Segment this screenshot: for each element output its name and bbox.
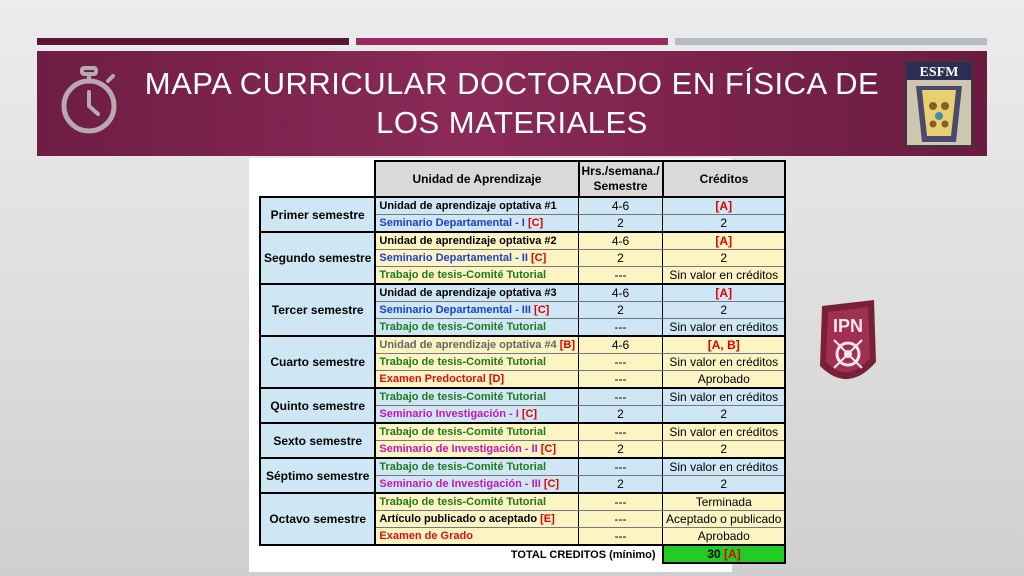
semester-label: Primer semestre — [260, 197, 375, 232]
total-credits-value — [663, 545, 786, 563]
course-tag: [C] — [540, 443, 557, 455]
course-name-cell — [375, 371, 578, 389]
semester-label: Séptimo semestre — [260, 458, 375, 493]
course-name-cell — [375, 319, 578, 337]
course-name: Trabajo de tesis-Comité Tutorial — [379, 496, 547, 508]
course-name-cell — [375, 215, 578, 233]
credits-cell: Sin valor en créditos — [663, 458, 786, 476]
course-name-cell — [375, 441, 578, 459]
svg-text:ESFM: ESFM — [919, 65, 959, 80]
course-tag: [B] — [559, 339, 575, 351]
course-name-cell — [375, 458, 578, 476]
hours-cell: 2 — [579, 215, 663, 233]
hours-cell: --- — [579, 423, 663, 441]
stopwatch-icon — [58, 66, 120, 136]
curriculum-table — [259, 160, 786, 564]
hours-cell: 2 — [579, 406, 663, 424]
credits-cell: Aceptado o publicado — [663, 511, 786, 528]
credits-cell: Aprobado — [663, 528, 786, 546]
course-name: Seminario Departamental - I — [379, 217, 525, 229]
header-hrs: Hrs./semana./ Semestre — [579, 161, 663, 197]
table-row — [260, 336, 785, 354]
credits-cell: [A] — [663, 232, 786, 250]
credits-cell: 2 — [663, 302, 786, 319]
credits-cell: 2 — [663, 215, 786, 233]
table-row — [260, 458, 785, 476]
course-name-cell — [375, 476, 578, 494]
hours-cell: --- — [579, 371, 663, 389]
course-name: Unidad de aprendizaje optativa #2 — [379, 235, 557, 247]
course-tag: [C] — [543, 478, 560, 490]
course-name: Seminario de Investigación - II — [379, 443, 538, 455]
credits-cell: 2 — [663, 250, 786, 267]
semester-label: Octavo semestre — [260, 493, 375, 545]
semester-label: Sexto semestre — [260, 423, 375, 458]
curriculum-body — [260, 197, 785, 545]
accent-bar-right — [675, 38, 987, 45]
esfm-logo — [902, 58, 976, 150]
course-name-cell — [375, 250, 578, 267]
course-name: Trabajo de tesis-Comité Tutorial — [379, 321, 547, 333]
course-name-cell — [375, 302, 578, 319]
course-name-cell — [375, 511, 578, 528]
semester-label: Segundo semestre — [260, 232, 375, 284]
header-unidad: Unidad de Aprendizaje — [375, 161, 578, 197]
course-name: Artículo publicado o aceptado — [379, 513, 538, 525]
hours-cell: 4-6 — [579, 336, 663, 354]
header-spacer — [260, 161, 375, 197]
course-name: Trabajo de tesis-Comité Tutorial — [379, 461, 547, 473]
semester-label: Tercer semestre — [260, 284, 375, 336]
course-tag: [C] — [521, 408, 538, 420]
accent-bar-left — [37, 38, 349, 45]
svg-text:IPN: IPN — [832, 316, 864, 336]
course-name: Seminario Investigación - I — [379, 408, 519, 420]
credits-cell: 2 — [663, 406, 786, 424]
hours-cell: --- — [579, 528, 663, 546]
credits-cell: Sin valor en créditos — [663, 354, 786, 371]
header-creditos: Créditos — [663, 161, 786, 197]
hours-cell: --- — [579, 458, 663, 476]
hours-cell: --- — [579, 511, 663, 528]
credits-cell: Sin valor en créditos — [663, 388, 786, 406]
credits-cell: Terminada — [663, 493, 786, 511]
course-name: Seminario de Investigación - III — [379, 478, 541, 490]
total-spacer — [260, 545, 375, 563]
credits-cell: Sin valor en créditos — [663, 319, 786, 337]
total-credits-label: TOTAL CREDITOS (mínimo) — [510, 548, 656, 561]
course-name: Unidad de aprendizaje optativa #1 — [379, 200, 557, 212]
course-name: Trabajo de tesis-Comité Tutorial — [379, 426, 547, 438]
course-name: Trabajo de tesis-Comité Tutorial — [379, 391, 547, 403]
course-name-cell — [375, 232, 578, 250]
table-row — [260, 388, 785, 406]
credits-cell: [A] — [663, 197, 786, 215]
course-tag: [C] — [527, 217, 544, 229]
table-row — [260, 493, 785, 511]
course-tag: [E] — [540, 513, 555, 525]
ipn-logo — [812, 296, 884, 396]
credits-cell: Sin valor en créditos — [663, 267, 786, 285]
hours-cell: --- — [579, 354, 663, 371]
course-name-cell — [375, 406, 578, 424]
hours-cell: --- — [579, 388, 663, 406]
credits-cell: Sin valor en créditos — [663, 423, 786, 441]
course-name-cell — [375, 528, 578, 546]
credits-cell: Aprobado — [663, 371, 786, 389]
credits-cell: [A] — [663, 284, 786, 302]
course-name-cell — [375, 423, 578, 441]
slide-title: MAPA CURRICULAR DOCTORADO EN FÍSICA DE LOS MATERIALES — [144, 66, 880, 140]
curriculum-table-panel — [249, 158, 782, 572]
hours-cell: 4-6 — [579, 284, 663, 302]
table-row — [260, 232, 785, 250]
credits-cell: 2 — [663, 441, 786, 459]
course-name: Unidad de aprendizaje optativa #4 — [379, 339, 557, 351]
course-name: Examen de Grado — [379, 530, 473, 542]
course-name-cell — [375, 267, 578, 285]
hours-cell: 2 — [579, 441, 663, 459]
total-value: 30 — [707, 547, 721, 561]
table-row — [260, 197, 785, 215]
course-name: Unidad de aprendizaje optativa #3 — [379, 287, 557, 299]
course-name: Examen Predoctoral — [379, 373, 486, 385]
course-name-cell — [375, 284, 578, 302]
course-name-cell — [375, 197, 578, 215]
course-name-cell — [375, 493, 578, 511]
hours-cell: 2 — [579, 302, 663, 319]
hours-cell: 4-6 — [579, 197, 663, 215]
course-tag: [C] — [534, 304, 550, 316]
hours-cell: --- — [579, 267, 663, 285]
course-name-cell — [375, 354, 578, 371]
semester-label: Quinto semestre — [260, 388, 375, 423]
course-name: Trabajo de tesis-Comité Tutorial — [379, 356, 547, 368]
credits-cell: [A, B] — [663, 336, 786, 354]
hours-cell: --- — [579, 319, 663, 337]
course-tag: [D] — [488, 373, 505, 385]
table-row — [260, 284, 785, 302]
hours-cell: --- — [579, 493, 663, 511]
course-name: Trabajo de tesis-Comité Tutorial — [379, 269, 547, 281]
hours-cell: 2 — [579, 476, 663, 494]
accent-bar-center — [356, 38, 668, 45]
course-name-cell — [375, 336, 578, 354]
table-row — [260, 423, 785, 441]
total-tag: [A] — [724, 547, 741, 561]
course-tag: [C] — [530, 252, 547, 264]
course-name: Seminario Departamental - II — [379, 252, 528, 264]
semester-label: Cuarto semestre — [260, 336, 375, 388]
credits-cell: 2 — [663, 476, 786, 494]
hours-cell: 2 — [579, 250, 663, 267]
hours-cell: 4-6 — [579, 232, 663, 250]
course-name: Seminario Departamental - III — [379, 304, 531, 316]
course-name-cell — [375, 388, 578, 406]
